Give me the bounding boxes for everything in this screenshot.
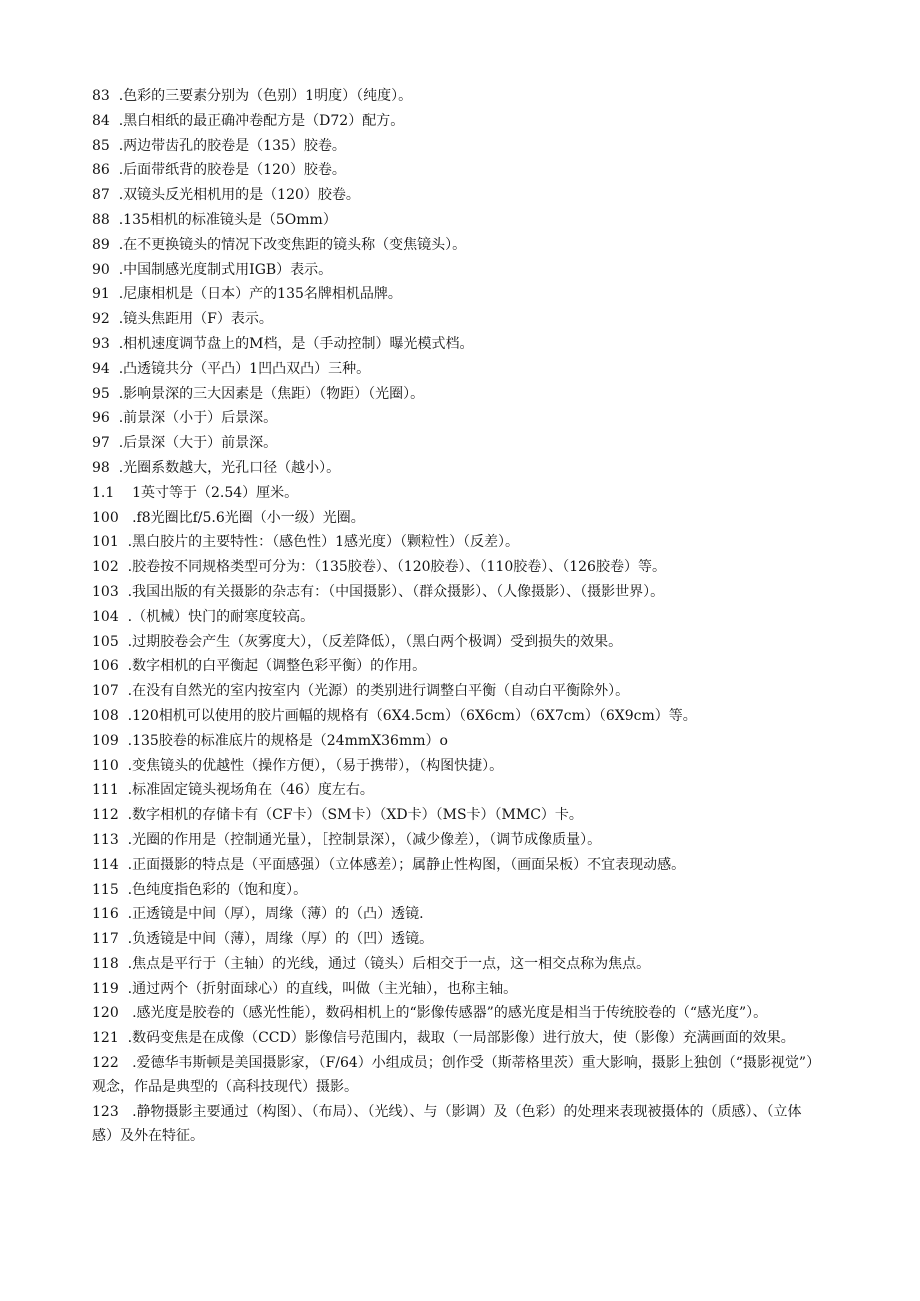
list-item: 106 .数字相机的白平衡起（调整色彩平衡）的作用。 xyxy=(92,658,427,675)
list-item: 119 .通过两个（折射面球心）的直线，叫做（主光轴），也称主轴。 xyxy=(92,980,518,997)
list-item: 83 .色彩的三要素分别为（色别）1明度）（纯度）。 xyxy=(92,88,413,104)
list-item: 1.1 1英寸等于（2.54）厘米。 xyxy=(92,484,299,501)
list-item: 118 .焦点是平行于（主轴）的光线，通过（镜头）后相交于一点，这一相交点称为焦点。 xyxy=(92,955,651,972)
list-item: 104 .（机械）快门的耐寒度较高。 xyxy=(92,608,315,625)
list-item: 92 .镜头焦距用（F）表示。 xyxy=(92,311,273,328)
list-item: 100 .f8光圈比f/5.6光圈（小一级）光圈。 xyxy=(92,509,365,526)
list-item: 107 .在没有自然光的室内按室内（光源）的类别进行调整白平衡（自动白平衡除外）。 xyxy=(92,683,630,700)
list-item: 120 .感光度是胶卷的（感光性能），数码相机上的“影像传感器”的感光度是相当于传统胶卷的（“感光度”）。 xyxy=(92,1005,768,1022)
list-item: 87 .双镜头反光相机用的是（120）胶卷。 xyxy=(92,187,360,204)
list-item: 103 .我国出版的有关摄影的杂志有：（中国摄影）、（群众摄影）、（人像摄影）、（摄影世界）。 xyxy=(92,583,665,600)
list-item: 96 .前景深（小于）后景深。 xyxy=(92,410,278,427)
list-item: 93 .相机速度调节盘上的M档，是（手动控制）曝光模式档。 xyxy=(92,335,474,352)
list-item: 91 .尼康相机是（日本）产的135名牌相机品牌。 xyxy=(92,286,402,303)
list-item: 116 .正透镜是中间（厚），周缘（薄）的（凸）透镜. xyxy=(92,906,424,923)
list-item: 95 .影响景深的三大因素是（焦距）（物距）（光圈）。 xyxy=(92,385,425,402)
list-item: 85 .两边带齿孔的胶卷是（135）胶卷。 xyxy=(92,137,346,154)
list-item: 108 .120相机可以使用的胶片画幅的规格有（6X4.5cm）（6X6cm）（6X7cm）（6X9cm）等。 xyxy=(92,707,697,724)
list-item: 84 .黑白相纸的最正确冲卷配方是（D72）配方。 xyxy=(92,112,405,129)
list-item: 97 .后景深（大于）前景深。 xyxy=(92,435,278,452)
list-item: 117 .负透镜是中间（薄），周缘（厚）的（凹）透镜。 xyxy=(92,931,434,948)
list-item: 94 .凸透镜共分（平凸）1凹凸双凸）三种。 xyxy=(92,360,371,377)
list-item: 105 .过期胶卷会产生（灰雾度大），（反差降低），（黑白两个极调）受到损失的效果。 xyxy=(92,633,623,650)
list-item: 102 .胶卷按不同规格类型可分为：（135胶卷）、（120胶卷）、（110胶卷）、（126胶卷）等。 xyxy=(92,559,666,576)
list-item: 101 .黑白胶片的主要特性：（感色性）1感光度）（颗粒性）（反差）。 xyxy=(92,534,519,551)
list-item: 86 .后面带纸背的胶卷是（120）胶卷。 xyxy=(92,162,346,179)
question-list xyxy=(92,84,822,1149)
list-item: 89 .在不更换镜头的情况下改变焦距的镜头称（变焦镜头）。 xyxy=(92,236,467,253)
list-item: 90 .中国制感光度制式用IGB）表示。 xyxy=(92,261,333,278)
list-item: 122 .爱德华韦斯顿是美国摄影家，（F/64）小组成员；创作受（斯蒂格里茨）重大影响，摄影上独创（“摄影视觉”）观念，作品是典型的（高科技现代）摄影。 xyxy=(92,1054,821,1096)
list-item: 114 .正面摄影的特点是（平面感强）（立体感差）；属静止性构图，（画面呆板）不宜表现动感。 xyxy=(92,856,686,873)
list-item: 113 .光圈的作用是（控制通光量），［控制景深），（减少像差），（调节成像质量）。 xyxy=(92,831,602,848)
list-item: 115 .色纯度指色彩的（饱和度）。 xyxy=(92,881,308,898)
list-item: 111 .标准固定镜头视场角在（46）度左右。 xyxy=(92,782,374,799)
list-item: 121 .数码变焦是在成像（CCD）影像信号范围内，裁取（一局部影像）进行放大，使（影像）充满画面的效果。 xyxy=(92,1030,795,1047)
list-item: 123 .静物摄影主要通过（构图）、（布局）、（光线）、与（影调）及（色彩）的处理来表现被摄体的（质感）、（立体感）及外在特征。 xyxy=(92,1103,802,1145)
list-item: 88 .135相机的标准镜头是（5Omm） xyxy=(92,211,337,228)
list-item: 109 .135胶卷的标准底片的规格是（24mmX36mm）o xyxy=(92,732,448,749)
list-item: 110 .变焦镜头的优越性（操作方便），（易于携带），（构图快捷）。 xyxy=(92,757,504,774)
list-item: 112 .数字相机的存储卡有（CF卡）（SM卡）（XD卡）（MS卡）（MMC）卡。 xyxy=(92,807,583,824)
list-item: 98 .光圈系数越大，光孔口径（越小）。 xyxy=(92,459,341,476)
